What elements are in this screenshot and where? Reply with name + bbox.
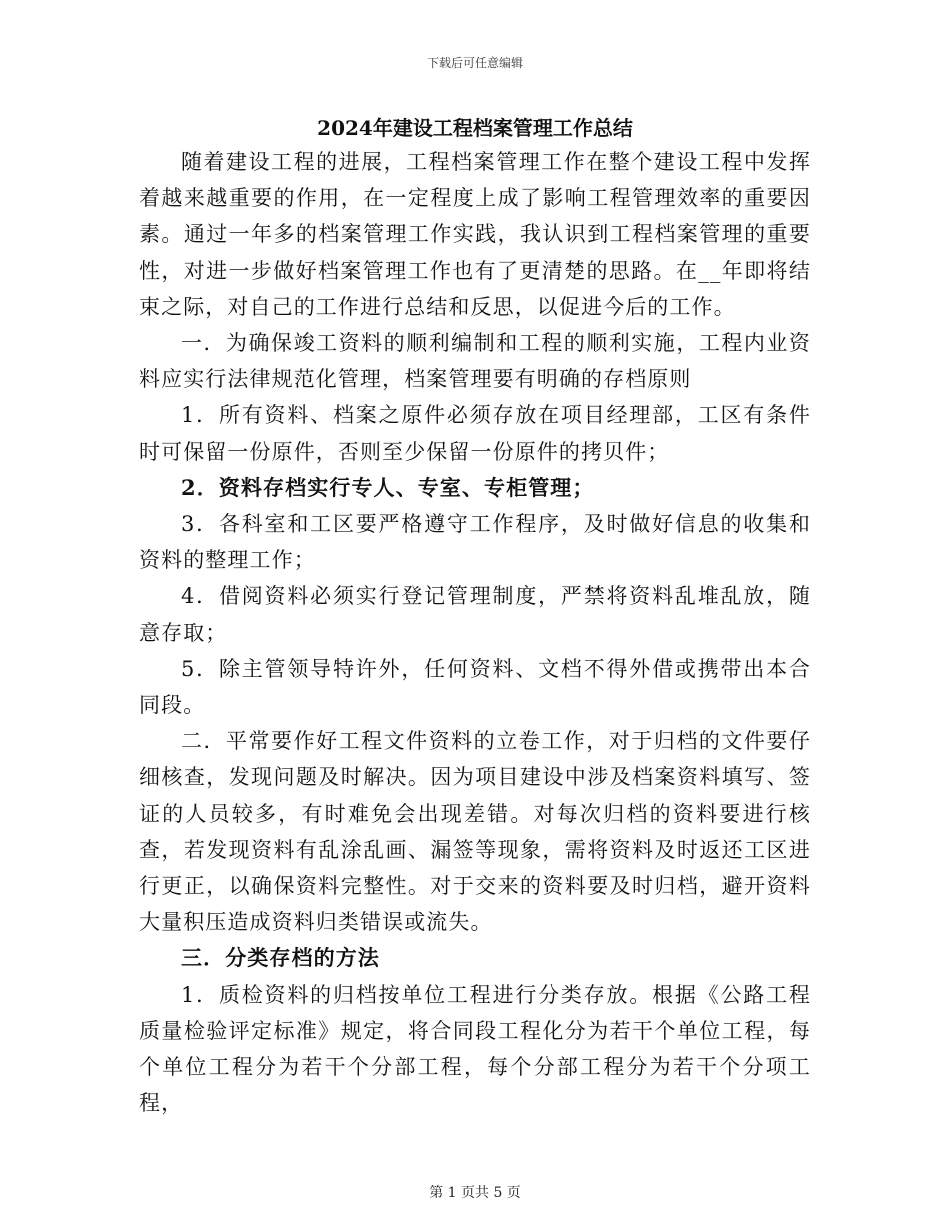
section-2-paragraph: 二．平常要作好工程文件资料的立卷工作，对于归档的文件要仔细核查，发现问题及时解决。因为项目建设中涉及档案资料填写、签证的人员较多，有时难免会出现差错。对每次归档的资料要进行核查，若发现资料有乱涂乱画、漏签等现象，需将资料及时返还工区进行更正，以确保资料完整性。对于交来的资料要及时归档，避开资料大量积压造成资料归类错误或流失。 [139,729,811,935]
page-footer: 第 1 页共 5 页 [429,1185,521,1201]
document-title: 2024年建设工程档案管理工作总结 [317,116,633,140]
section-1-heading: 一．为确保竣工资料的顺利编制和工程的顺利实施，工程内业资料应实行法律规范化管理，档案管理要有明确的存档原则 [139,331,811,392]
section-3-heading: 三．分类存档的方法 [181,945,380,971]
document-body [139,112,811,1121]
list-item-4: 4．借阅资料必须实行登记管理制度，严禁将资料乱堆乱放，随意存取； [139,584,811,645]
list-item-5: 5．除主管领导特许外，任何资料、文档不得外借或携带出本合同段。 [139,656,811,718]
section-3-item-1: 1．质检资料的归档按单位工程进行分类存放。根据《公路工程质量检验评定标准》规定，将合同段工程化分为若干个单位工程，每个单位工程分为若干个分部工程，每个分部工程分为若干个分项工程， [139,982,811,1116]
list-item-1: 1．所有资料、档案之原件必须存放在项目经理部，工区有条件时可保留一份原件，否则至少保留一份原件的拷贝件； [139,403,811,464]
intro-paragraph: 随着建设工程的进展，工程档案管理工作在整个建设工程中发挥着越来越重要的作用，在一定程度上成了影响工程管理效率的重要因素。通过一年多的档案管理工作实践，我认识到工程档案管理的重要性，对进一步做好档案管理工作也有了更清楚的思路。在__年即将结束之际，对自己的工作进行总结和反思，以促进今后的工作。 [139,150,811,319]
page-header: 下载后可任意编辑 [426,56,523,70]
list-item-2: 2．资料存档实行专人、专室、专柜管理； [181,474,595,500]
list-item-3: 3．各科室和工区要严格遵守工作程序，及时做好信息的收集和资料的整理工作； [139,512,811,573]
